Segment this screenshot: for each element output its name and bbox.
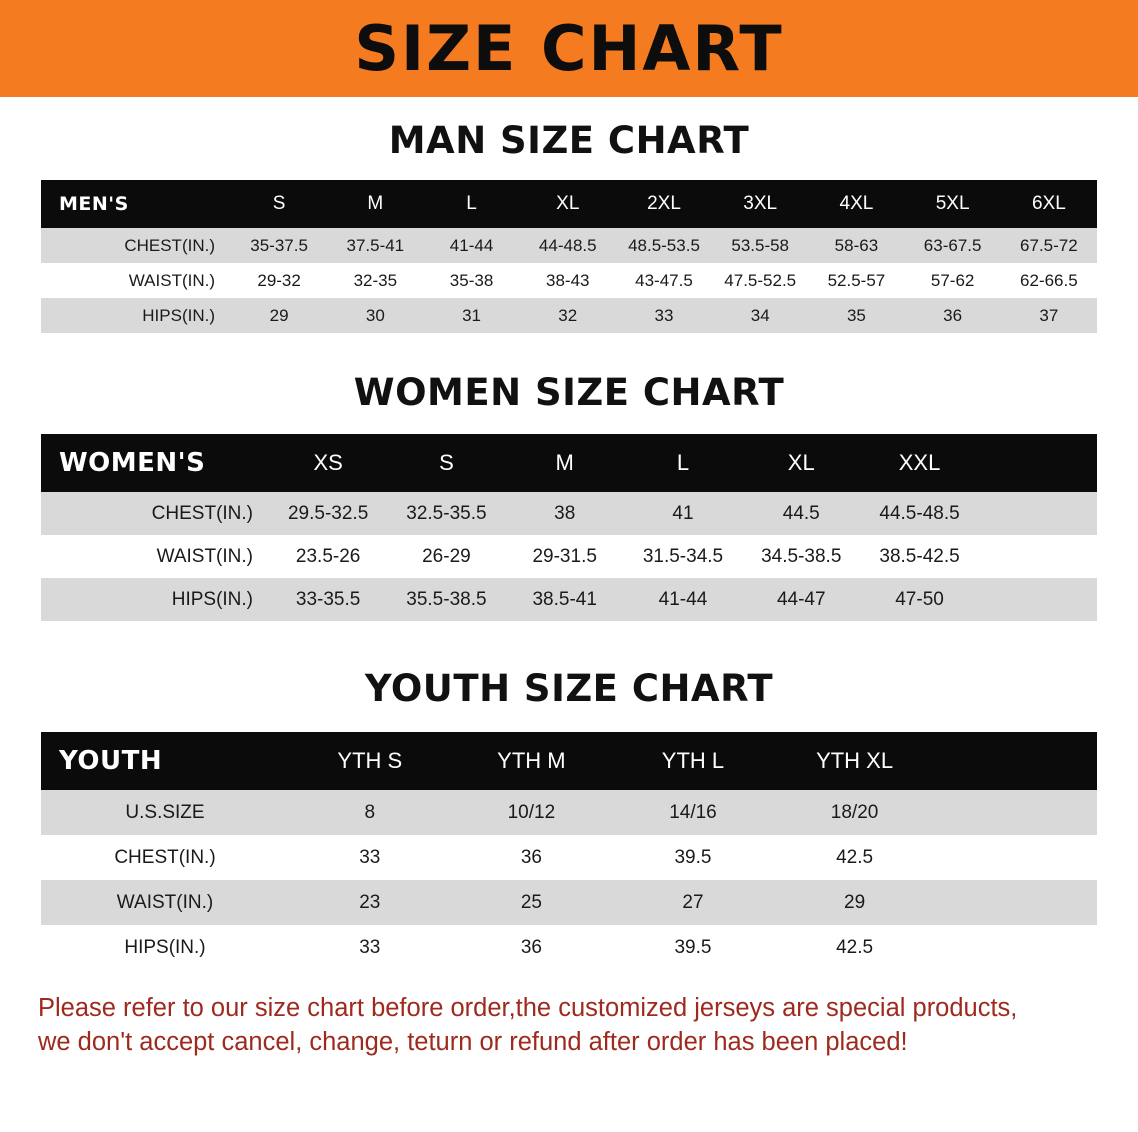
man-size-header: 5XL (935, 193, 970, 214)
youth-row-label: WAIST(IN.) (41, 880, 289, 925)
youth-cell: 8 (289, 790, 451, 835)
man-section-title: MAN SIZE CHART (388, 119, 750, 162)
youth-cell: 29 (774, 880, 936, 925)
youth-cell: 33 (289, 835, 451, 880)
youth-size-table (41, 732, 1097, 970)
man-table-wrap (41, 180, 1097, 333)
man-cell: 33 (616, 298, 712, 333)
man-cell: 57-62 (905, 263, 1001, 298)
disclaimer-line-2: we don't accept cancel, change, teturn or refund after order has been placed! (38, 1027, 908, 1056)
youth-table-body (41, 790, 1097, 970)
women-cell: 33-35.5 (269, 578, 387, 621)
man-cell: 63-67.5 (905, 228, 1001, 263)
man-cell: 29-32 (231, 263, 327, 298)
man-size-header: 6XL (1031, 193, 1066, 214)
table-row (41, 790, 1097, 835)
youth-table-wrap (41, 732, 1097, 970)
man-cell: 48.5-53.5 (616, 228, 712, 263)
women-row-label: HIPS(IN.) (41, 578, 269, 621)
youth-cell: 27 (612, 880, 774, 925)
youth-cell: 42.5 (774, 835, 936, 880)
table-row (41, 925, 1097, 970)
table-row (41, 298, 1097, 333)
man-header-row (41, 180, 1097, 228)
man-cell: 32-35 (327, 263, 423, 298)
youth-cell-spacer (935, 790, 1097, 835)
women-table-body (41, 492, 1097, 621)
youth-cell: 36 (451, 835, 613, 880)
table-row (41, 228, 1097, 263)
women-size-header: M (555, 450, 574, 475)
women-cell: 31.5-34.5 (624, 535, 742, 578)
women-cell: 35.5-38.5 (387, 578, 505, 621)
man-row-label: WAIST(IN.) (41, 263, 231, 298)
table-row (41, 578, 1097, 621)
page-title: SIZE CHART (354, 11, 784, 85)
women-cell: 44-47 (742, 578, 860, 621)
youth-cell: 14/16 (612, 790, 774, 835)
youth-cell: 39.5 (612, 835, 774, 880)
disclaimer-note (38, 992, 1104, 1060)
man-cell: 62-66.5 (1001, 263, 1097, 298)
women-cell: 41-44 (624, 578, 742, 621)
table-row (41, 263, 1097, 298)
youth-cell: 36 (451, 925, 613, 970)
youth-cell-spacer (935, 925, 1097, 970)
man-header-label: MEN'S (59, 193, 129, 215)
women-size-header: XS (313, 450, 343, 475)
man-cell: 47.5-52.5 (712, 263, 808, 298)
table-row (41, 492, 1097, 535)
youth-cell: 10/12 (451, 790, 613, 835)
youth-cell-spacer (935, 880, 1097, 925)
man-size-header: XL (556, 193, 580, 214)
women-size-header: XL (787, 450, 815, 475)
man-cell: 35 (808, 298, 904, 333)
women-cell-spacer (979, 492, 1097, 535)
man-cell: 53.5-58 (712, 228, 808, 263)
man-cell: 37.5-41 (327, 228, 423, 263)
youth-header-label: YOUTH (59, 746, 163, 776)
women-row-label: WAIST(IN.) (41, 535, 269, 578)
man-cell: 31 (423, 298, 519, 333)
man-cell: 41-44 (423, 228, 519, 263)
youth-cell: 25 (451, 880, 613, 925)
women-cell: 29.5-32.5 (269, 492, 387, 535)
women-table-wrap (41, 434, 1097, 621)
youth-header-row (41, 732, 1097, 790)
women-row-label: CHEST(IN.) (41, 492, 269, 535)
women-cell: 29-31.5 (506, 535, 624, 578)
man-size-table (41, 180, 1097, 333)
women-cell: 41 (624, 492, 742, 535)
youth-cell: 18/20 (774, 790, 936, 835)
youth-section-title: YOUTH SIZE CHART (364, 667, 774, 710)
man-cell: 43-47.5 (616, 263, 712, 298)
women-cell: 38 (506, 492, 624, 535)
youth-size-header: YTH M (497, 748, 566, 773)
man-cell: 29 (231, 298, 327, 333)
women-cell: 44.5 (742, 492, 860, 535)
man-cell: 37 (1001, 298, 1097, 333)
man-cell: 67.5-72 (1001, 228, 1097, 263)
table-row (41, 880, 1097, 925)
women-size-header: L (676, 450, 690, 475)
women-header-row (41, 434, 1097, 492)
women-cell-spacer (979, 578, 1097, 621)
women-cell: 26-29 (387, 535, 505, 578)
man-table-header (41, 180, 1097, 228)
youth-table-header (41, 732, 1097, 790)
man-row-label: CHEST(IN.) (41, 228, 231, 263)
table-row (41, 835, 1097, 880)
women-cell-spacer (979, 535, 1097, 578)
youth-size-header: YTH L (661, 748, 725, 773)
man-row-label: HIPS(IN.) (41, 298, 231, 333)
women-size-header: XXL (898, 450, 941, 475)
women-cell: 47-50 (860, 578, 978, 621)
youth-size-header: YTH S (337, 748, 403, 773)
women-size-table (41, 434, 1097, 621)
man-cell: 35-38 (423, 263, 519, 298)
youth-cell: 39.5 (612, 925, 774, 970)
women-cell: 44.5-48.5 (860, 492, 978, 535)
man-cell: 52.5-57 (808, 263, 904, 298)
youth-row-label: U.S.SIZE (41, 790, 289, 835)
women-header-spacer (979, 434, 1097, 492)
man-size-header: L (466, 193, 477, 214)
man-table-body (41, 228, 1097, 333)
man-cell: 35-37.5 (231, 228, 327, 263)
women-header-label: WOMEN'S (59, 448, 206, 478)
women-cell: 23.5-26 (269, 535, 387, 578)
women-size-header: S (439, 450, 454, 475)
women-section-title: WOMEN SIZE CHART (353, 371, 785, 414)
man-size-header: 4XL (839, 193, 874, 214)
women-cell: 38.5-41 (506, 578, 624, 621)
youth-size-header: YTH XL (816, 748, 894, 773)
youth-cell-spacer (935, 835, 1097, 880)
youth-row-label: CHEST(IN.) (41, 835, 289, 880)
table-row (41, 535, 1097, 578)
man-cell: 38-43 (520, 263, 616, 298)
man-cell: 32 (520, 298, 616, 333)
man-size-header: 3XL (743, 193, 778, 214)
youth-cell: 33 (289, 925, 451, 970)
youth-cell: 42.5 (774, 925, 936, 970)
women-cell: 38.5-42.5 (860, 535, 978, 578)
women-cell: 32.5-35.5 (387, 492, 505, 535)
women-cell: 34.5-38.5 (742, 535, 860, 578)
man-size-header: S (272, 193, 286, 214)
man-cell: 58-63 (808, 228, 904, 263)
disclaimer-line-1: Please refer to our size chart before order,the customized jerseys are special products, (38, 994, 1018, 1022)
man-cell: 34 (712, 298, 808, 333)
man-size-header: 2XL (647, 193, 681, 214)
youth-cell: 23 (289, 880, 451, 925)
man-cell: 30 (327, 298, 423, 333)
women-table-header (41, 434, 1097, 492)
man-cell: 44-48.5 (520, 228, 616, 263)
youth-row-label: HIPS(IN.) (41, 925, 289, 970)
man-size-header: M (367, 193, 384, 214)
banner (0, 0, 1138, 97)
man-cell: 36 (905, 298, 1001, 333)
youth-header-spacer (935, 732, 1097, 790)
